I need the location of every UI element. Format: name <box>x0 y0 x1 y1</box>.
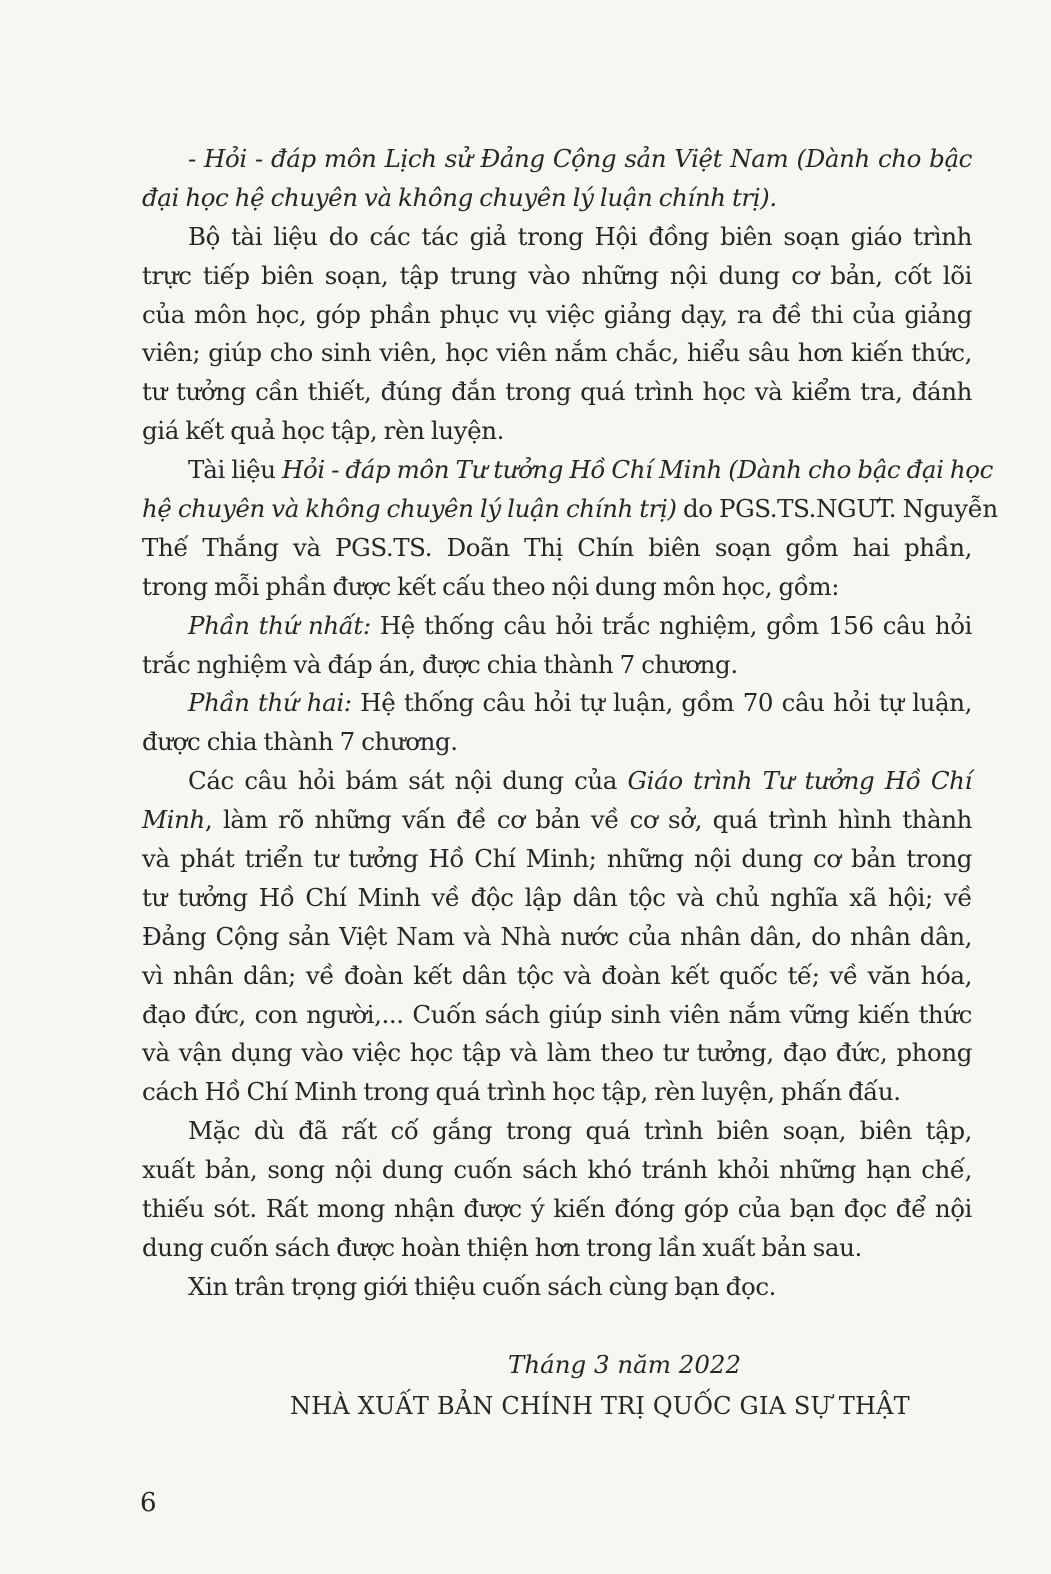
text-line <box>142 607 972 646</box>
text-line <box>142 179 972 218</box>
text-line <box>142 840 972 879</box>
text-line <box>142 334 972 373</box>
text-run: viên; giúp cho sinh viên, học viên nắm chắc, hiểu sâu hơn kiến thức, <box>142 338 972 368</box>
italic-text: Phần thứ hai: <box>188 688 352 718</box>
text-line <box>142 296 972 335</box>
text-line <box>142 412 972 451</box>
preface-body <box>142 140 998 1307</box>
text-line <box>142 218 972 257</box>
text-run: Bộ tài liệu do các tác giả trong Hội đồng biên soạn giáo trình <box>188 221 972 251</box>
text-line <box>142 529 972 568</box>
text-line <box>142 723 972 762</box>
text-run: tư tưởng cần thiết, đúng đắn trong quá trình học và kiểm tra, đánh <box>142 377 972 407</box>
italic-text: hệ chuyên và không chuyên lý luận chính trị) <box>142 494 677 524</box>
text-line <box>142 684 972 723</box>
text-line <box>142 451 993 490</box>
text-run: Mặc dù đã rất cố gắng trong quá trình biên soạn, biên tập, <box>188 1116 972 1146</box>
text-line <box>142 1190 972 1229</box>
text-run: Tài liệu <box>188 455 283 485</box>
text-line <box>142 879 972 918</box>
text-run: xuất bản, song nội dung cuốn sách khó tránh khỏi những hạn chế, <box>142 1155 972 1185</box>
text-line <box>142 646 972 685</box>
text-run: Thế Thắng và PGS.TS. Doãn Thị Chín biên soạn gồm hai phần, <box>142 532 972 562</box>
text-line <box>142 996 972 1035</box>
text-run: của môn học, góp phần phục vụ việc giảng dạy, ra đề thi của giảng <box>142 299 972 329</box>
text-line <box>142 918 972 957</box>
text-line <box>142 257 972 296</box>
text-run: dung cuốn sách được hoàn thiện hơn trong lần xuất bản sau. <box>142 1232 862 1262</box>
italic-text: Giáo trình Tư tưởng Hồ Chí <box>627 766 972 796</box>
text-run: Xin trân trọng giới thiệu cuốn sách cùng bạn đọc. <box>188 1271 777 1301</box>
text-line <box>142 1268 972 1307</box>
text-run: do PGS.TS.NGƯT. Nguyễn <box>676 494 998 524</box>
text-line <box>142 957 972 996</box>
text-run: đạo đức, con người,... Cuốn sách giúp sinh viên nắm vững kiến thức <box>142 999 972 1029</box>
text-line <box>142 801 972 840</box>
text-run: giá kết quả học tập, rèn luyện. <box>142 416 504 446</box>
text-run: , làm rõ những vấn đề cơ bản về cơ sở, quá trình hình thành <box>204 805 972 835</box>
text-line <box>142 490 998 529</box>
text-run: và vận dụng vào việc học tập và làm theo tư tưởng, đạo đức, phong <box>142 1038 972 1068</box>
text-run: và phát triển tư tưởng Hồ Chí Minh; những nội dung cơ bản trong <box>142 844 972 874</box>
text-line <box>142 140 972 179</box>
italic-text: Phần thứ nhất: <box>188 610 371 640</box>
text-run: trắc nghiệm và đáp án, được chia thành 7 chương. <box>142 649 738 679</box>
text-line <box>142 1151 972 1190</box>
text-run: Hệ thống câu hỏi tự luận, gồm 70 câu hỏi tự luận, <box>351 688 973 718</box>
text-run: vì nhân dân; về đoàn kết dân tộc và đoàn kết quốc tế; về văn hóa, <box>142 960 972 990</box>
text-line <box>142 568 972 607</box>
text-run: thiếu sót. Rất mong nhận được ý kiến đóng góp của bạn đọc để nội <box>142 1194 972 1224</box>
text-line <box>142 1229 972 1268</box>
text-run: trong mỗi phần được kết cấu theo nội dung môn học, gồm: <box>142 571 840 601</box>
text-run: được chia thành 7 chương. <box>142 727 458 757</box>
italic-text: đại học hệ chuyên và không chuyên lý luận chính trị). <box>142 182 777 212</box>
text-line <box>142 373 972 412</box>
text-run: trực tiếp biên soạn, tập trung vào những nội dung cơ bản, cốt lõi <box>142 260 972 290</box>
italic-text: - Hỏi - đáp môn Lịch sử Đảng Cộng sản Việt Nam (Dành cho bậc <box>188 144 972 173</box>
text-line <box>142 762 972 801</box>
text-line <box>142 1034 972 1073</box>
text-run: cách Hồ Chí Minh trong quá trình học tập, rèn luyện, phấn đấu. <box>142 1077 901 1107</box>
page-number: 6 <box>140 1488 157 1518</box>
text-run: tư tưởng Hồ Chí Minh về độc lập dân tộc và chủ nghĩa xã hội; về <box>142 882 972 912</box>
text-line <box>142 1073 972 1112</box>
publisher-signature: NHÀ XUẤT BẢN CHÍNH TRỊ QUỐC GIA SỰ THẬT <box>290 1392 910 1420</box>
text-run: Hệ thống câu hỏi trắc nghiệm, gồm 156 câu hỏi <box>370 610 972 640</box>
date: Tháng 3 năm 2022 <box>508 1350 742 1379</box>
text-line <box>142 1112 972 1151</box>
italic-text: Minh <box>142 805 205 835</box>
text-run: Các câu hỏi bám sát nội dung của <box>188 766 628 796</box>
italic-text: Hỏi - đáp môn Tư tưởng Hồ Chí Minh (Dành cho bậc đại học <box>282 455 993 485</box>
text-run: Đảng Cộng sản Việt Nam và Nhà nước của nhân dân, do nhân dân, <box>142 921 972 951</box>
